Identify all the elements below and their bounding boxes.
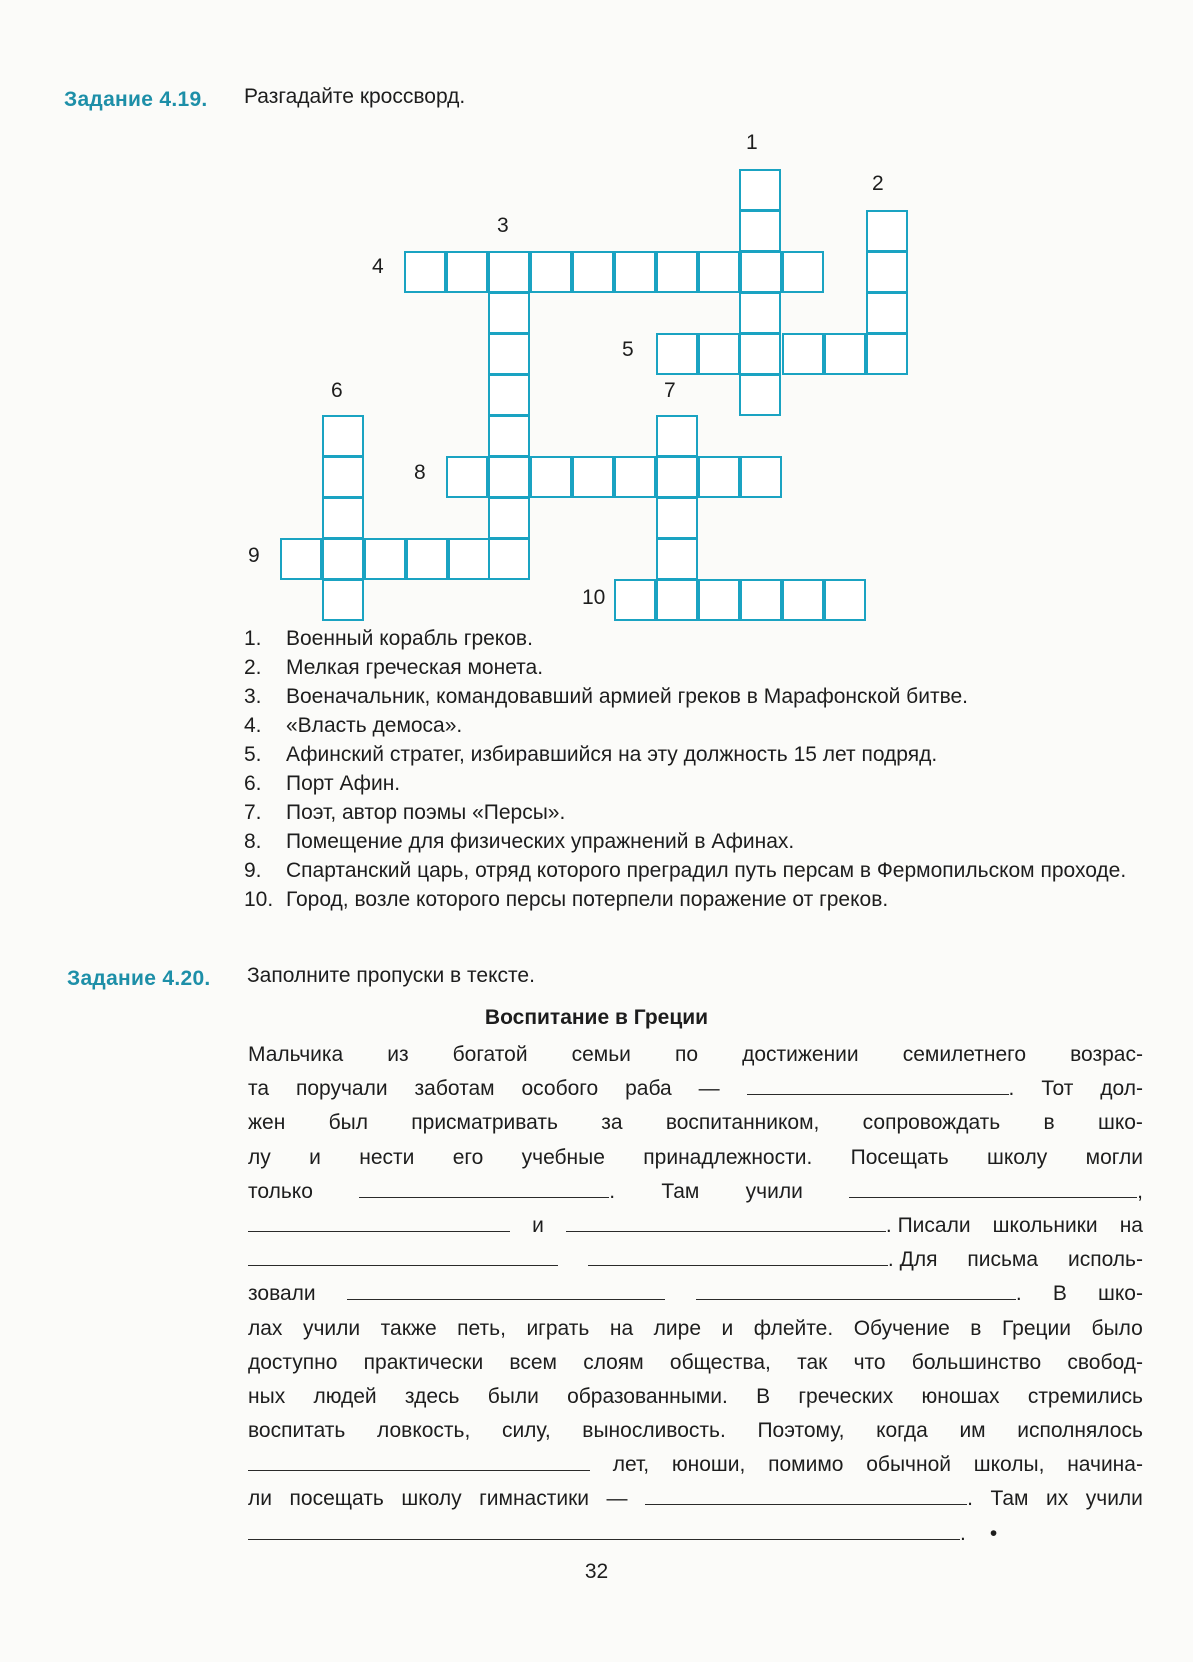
crossword-cell[interactable] [322, 415, 364, 457]
word: общества, [669, 1350, 771, 1374]
word: зовали [248, 1282, 316, 1306]
crossword-cell[interactable] [824, 333, 866, 375]
word: стремились [1027, 1384, 1143, 1408]
word: юношах [921, 1384, 1000, 1408]
word: образованными. [567, 1384, 728, 1408]
crossword-cell[interactable] [488, 251, 530, 293]
word: так [797, 1350, 828, 1374]
clue-item [244, 740, 1144, 769]
crossword-cell[interactable] [322, 538, 364, 580]
crossword-cell[interactable] [739, 374, 781, 416]
word: начина- [1067, 1453, 1143, 1477]
blank-field[interactable] [347, 1279, 665, 1300]
word: исполнялось [1017, 1419, 1143, 1443]
crossword-cell[interactable] [614, 251, 656, 293]
clue-number: 8. [244, 830, 262, 853]
word: . Для [887, 1248, 938, 1272]
word: . [1015, 1282, 1022, 1306]
word: в [1043, 1111, 1055, 1135]
crossword-cell[interactable] [406, 538, 448, 580]
word: — [606, 1487, 628, 1511]
word: учили [302, 1316, 361, 1340]
word: та [248, 1077, 270, 1101]
crossword-cell[interactable] [740, 456, 782, 498]
crossword-cell[interactable] [656, 251, 698, 293]
text-line [248, 1380, 1143, 1414]
word: флейте. [753, 1316, 834, 1340]
text-line [248, 1106, 1143, 1140]
clue-text: Город, возле которого персы потерпели поражение от греков. [286, 888, 889, 911]
clue-item [244, 827, 1144, 856]
word: слоям [583, 1350, 644, 1374]
word: воспитать [248, 1419, 346, 1443]
clue-text: Спартанский царь, отряд которого преградил путь персам в Фермопильском проходе. [286, 859, 1127, 882]
word: греческих [798, 1384, 894, 1408]
word: выносливость. [582, 1419, 726, 1443]
word: было [1091, 1316, 1143, 1340]
word: присматривать [411, 1111, 558, 1135]
fill-in-text [248, 1038, 1143, 1551]
crossword-cell[interactable] [322, 456, 364, 498]
blank-field[interactable] [248, 1450, 590, 1471]
word: Греции [1001, 1316, 1072, 1340]
word: . Писали [885, 1213, 971, 1237]
word: , [1137, 1179, 1143, 1203]
crossword-cell[interactable] [698, 579, 740, 621]
text-line [248, 1038, 1143, 1072]
crossword-cell[interactable] [698, 456, 740, 498]
crossword-cell[interactable] [824, 579, 866, 621]
text-line [248, 1312, 1143, 1346]
word: Посещать [850, 1145, 949, 1169]
word: шко- [1098, 1282, 1143, 1306]
crossword-number-10: 10 [582, 586, 606, 609]
word: лу [248, 1145, 271, 1169]
blank-field[interactable] [566, 1211, 886, 1232]
word: исполь- [1067, 1248, 1143, 1272]
word: . [609, 1179, 616, 1203]
crossword-cell[interactable] [530, 251, 572, 293]
word: обычной [866, 1453, 951, 1477]
clue-item [244, 798, 1144, 827]
crossword-cell[interactable] [572, 251, 614, 293]
clue-number: 7. [244, 801, 262, 824]
crossword-cell[interactable] [698, 333, 740, 375]
word: большинство [911, 1350, 1042, 1374]
crossword-cell[interactable] [698, 251, 740, 293]
crossword-cell[interactable] [656, 415, 698, 457]
word: только [248, 1179, 313, 1203]
blank-field[interactable] [696, 1279, 1016, 1300]
clue-item [244, 769, 1144, 798]
word: по [674, 1043, 699, 1066]
word: ловкость, [377, 1419, 471, 1443]
word: жен [248, 1111, 286, 1135]
word: за [601, 1111, 623, 1135]
word: дол- [1100, 1077, 1143, 1101]
crossword-cell[interactable] [488, 497, 530, 539]
crossword-cell[interactable] [572, 456, 614, 498]
word: ли [248, 1487, 272, 1511]
crossword-cell[interactable] [488, 456, 530, 498]
word: здесь [404, 1384, 460, 1408]
word: учебные [521, 1145, 605, 1169]
word: его [452, 1145, 484, 1169]
crossword-cell[interactable] [866, 333, 908, 375]
word: Там [990, 1487, 1029, 1511]
blank-field[interactable] [248, 1211, 510, 1232]
crossword-cell[interactable] [782, 579, 824, 621]
clue-number: 2. [244, 656, 262, 679]
clue-text: «Власть демоса». [286, 714, 463, 737]
word: гимнастики [479, 1487, 589, 1511]
clue-item [244, 682, 1144, 711]
word: в [970, 1316, 982, 1340]
word: достижении [742, 1043, 859, 1066]
crossword-cell[interactable] [364, 538, 406, 580]
word: . [967, 1487, 973, 1511]
word: силу, [501, 1419, 551, 1443]
crossword-number-7: 7 [664, 379, 676, 402]
clue-item [244, 885, 1144, 914]
crossword [0, 0, 1193, 640]
crossword-number-9: 9 [248, 544, 260, 567]
word: воспитанником, [665, 1111, 820, 1135]
word: доступно [248, 1350, 338, 1374]
clue-text: Помещение для физических упражнений в Афинах. [286, 830, 795, 853]
word: и [309, 1145, 321, 1169]
word: семилетнего [902, 1043, 1027, 1066]
word: посещать [289, 1487, 384, 1511]
text-line [248, 1414, 1143, 1448]
clue-text: Военный корабль греков. [286, 627, 533, 650]
clue-text: Порт Афин. [286, 772, 401, 795]
word: на [609, 1316, 634, 1340]
crossword-number-1: 1 [746, 131, 758, 154]
crossword-cell[interactable] [782, 251, 824, 293]
word: богатой [452, 1043, 528, 1066]
word: В [1052, 1282, 1067, 1306]
text-line [248, 1243, 1143, 1277]
clue-item [244, 711, 1144, 740]
crossword-number-5: 5 [622, 338, 634, 361]
word: семьи [571, 1043, 631, 1066]
blank-field[interactable] [248, 1245, 558, 1266]
word: свобод- [1067, 1350, 1143, 1374]
word: возрас- [1070, 1043, 1143, 1066]
word: что [853, 1350, 886, 1374]
clue-number: 4. [244, 714, 262, 737]
clue-item [244, 653, 1144, 682]
crossword-cell[interactable] [656, 333, 698, 375]
crossword-cell[interactable] [322, 579, 364, 621]
word: шко- [1097, 1111, 1143, 1135]
word: лет, [612, 1453, 650, 1477]
text-line [248, 1482, 1143, 1516]
word: также [380, 1316, 437, 1340]
clue-number: 5. [244, 743, 262, 766]
blank-field[interactable] [849, 1177, 1137, 1198]
crossword-cell[interactable] [656, 579, 698, 621]
word: . [960, 1521, 966, 1545]
blank-field[interactable] [248, 1519, 960, 1540]
crossword-number-8: 8 [414, 461, 426, 484]
word: были [487, 1384, 539, 1408]
word: могли [1085, 1145, 1143, 1169]
clue-number: 9. [244, 859, 262, 882]
crossword-cell[interactable] [740, 579, 782, 621]
crossword-cell[interactable] [656, 456, 698, 498]
word: лире [653, 1316, 701, 1340]
clue-item [244, 856, 1144, 885]
clue-item [244, 624, 1144, 653]
crossword-cell[interactable] [530, 456, 572, 498]
word: учили [745, 1179, 803, 1203]
clue-text: Афинский стратег, избиравшийся на эту должность 15 лет подряд. [286, 743, 938, 766]
text-line [248, 1346, 1143, 1380]
word: особого [521, 1077, 599, 1101]
clue-list [244, 624, 1144, 914]
crossword-number-4: 4 [372, 255, 384, 278]
word: школу [987, 1145, 1048, 1169]
crossword-cell[interactable] [739, 333, 781, 375]
crossword-cell[interactable] [446, 251, 488, 293]
crossword-cell[interactable] [739, 292, 781, 334]
word: раба [625, 1077, 672, 1101]
word: когда [876, 1419, 928, 1443]
blank-field[interactable] [588, 1245, 888, 1266]
blank-field[interactable] [747, 1074, 1009, 1095]
clue-number: 10. [244, 888, 274, 911]
word: всем [509, 1350, 557, 1374]
crossword-cell[interactable] [740, 251, 782, 293]
blank-field[interactable] [359, 1177, 609, 1198]
bullet: • [989, 1521, 998, 1545]
text-line [248, 1517, 1143, 1551]
crossword-number-3: 3 [497, 214, 509, 237]
word: петь, [457, 1316, 506, 1340]
word: юноши, [671, 1453, 746, 1477]
task-4-19-instruction: Разгадайте кроссворд. [244, 85, 466, 108]
crossword-cell[interactable] [488, 374, 530, 416]
crossword-cell[interactable] [656, 497, 698, 539]
text-line [248, 1175, 1143, 1209]
word: помимо [768, 1453, 844, 1477]
text-line [248, 1277, 1143, 1311]
word: из [387, 1043, 409, 1066]
task-4-19-label: Задание 4.19. [64, 88, 208, 111]
word: нести [359, 1145, 415, 1169]
word: людей [313, 1384, 377, 1408]
word: школьники [992, 1213, 1098, 1237]
text-line [248, 1141, 1143, 1175]
page-number: 32 [584, 1560, 609, 1583]
word: школу [401, 1487, 462, 1511]
clue-number: 6. [244, 772, 262, 795]
text-title: Воспитание в Греции [484, 1006, 709, 1029]
word: ных [248, 1384, 286, 1408]
word: Обучение [853, 1316, 950, 1340]
word: В [756, 1384, 771, 1408]
crossword-number-2: 2 [872, 172, 884, 195]
clue-number: 3. [244, 685, 262, 708]
word: Тот [1041, 1077, 1074, 1101]
clue-text: Мелкая греческая монета. [286, 656, 544, 679]
word: играть [526, 1316, 590, 1340]
word: и [721, 1316, 734, 1340]
crossword-cell[interactable] [322, 497, 364, 539]
word: письма [967, 1248, 1039, 1272]
crossword-cell[interactable] [280, 538, 322, 580]
crossword-cell[interactable] [404, 251, 446, 293]
word: — [698, 1077, 720, 1101]
crossword-cell[interactable] [614, 579, 656, 621]
word: заботам [414, 1077, 495, 1101]
word: . [1008, 1077, 1015, 1101]
crossword-cell[interactable] [488, 333, 530, 375]
word: был [328, 1111, 368, 1135]
crossword-cell[interactable] [866, 251, 908, 293]
word: практически [363, 1350, 484, 1374]
word: поручали [295, 1077, 388, 1101]
word: Там [661, 1179, 700, 1203]
task-4-20-label: Задание 4.20. [67, 967, 211, 990]
text-line [248, 1448, 1143, 1482]
crossword-cell[interactable] [739, 169, 781, 211]
crossword-cell[interactable] [782, 333, 824, 375]
text-line [248, 1072, 1143, 1106]
word: школы, [973, 1453, 1045, 1477]
blank-field[interactable] [645, 1484, 967, 1505]
word: учили [1085, 1487, 1143, 1511]
text-line [248, 1209, 1143, 1243]
word: принадлежности. [643, 1145, 813, 1169]
crossword-cell[interactable] [488, 415, 530, 457]
word: им [959, 1419, 986, 1443]
word: их [1045, 1487, 1069, 1511]
word: сопровождать [862, 1111, 1001, 1135]
task-4-20-instruction: Заполните пропуски в тексте. [247, 964, 535, 987]
crossword-cell[interactable] [866, 292, 908, 334]
word: Мальчика [248, 1043, 344, 1066]
crossword-cell[interactable] [656, 538, 698, 580]
crossword-cell[interactable] [488, 538, 530, 580]
clue-text: Военачальник, командовавший армией греков в Марафонской битве. [286, 685, 968, 708]
crossword-number-6: 6 [331, 379, 343, 402]
word: на [1119, 1213, 1143, 1237]
word: лах [248, 1316, 283, 1340]
crossword-cell[interactable] [614, 456, 656, 498]
crossword-cell[interactable] [446, 456, 488, 498]
crossword-cell[interactable] [488, 292, 530, 334]
clue-text: Поэт, автор поэмы «Персы». [286, 801, 566, 824]
crossword-cell[interactable] [866, 210, 908, 252]
crossword-cell[interactable] [448, 538, 490, 580]
word: Поэтому, [757, 1419, 845, 1443]
clue-number: 1. [244, 627, 262, 650]
word: и [532, 1213, 544, 1237]
crossword-cell[interactable] [739, 210, 781, 252]
